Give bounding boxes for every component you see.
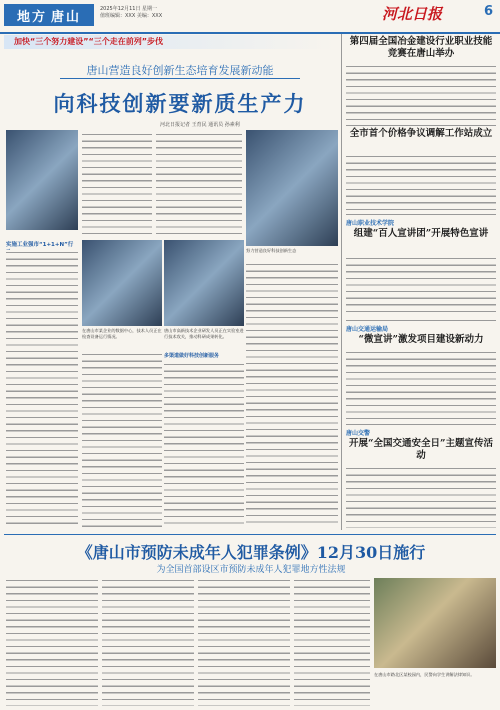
campaign-banner-text: 加快“三个努力建设”“三个走在前列”步伐	[14, 37, 164, 46]
lead-body-column-left	[6, 250, 78, 528]
classroom-photo	[374, 578, 496, 668]
bottom-rule	[4, 534, 496, 535]
issue-date: 2025年12月11日 星期一	[100, 6, 158, 12]
header-meta	[100, 6, 240, 20]
right-story-3-kicker: 唐山职业技术学院	[346, 220, 395, 227]
bottom-body-column-3	[198, 578, 290, 706]
newspaper-logo	[382, 3, 478, 23]
right-sep-3	[346, 320, 496, 321]
right-story-5-body	[346, 466, 496, 528]
right-story-3-title: 组建“百人宣讲团”开展特色宣讲	[353, 228, 489, 239]
section-tag	[4, 4, 94, 26]
right-story-2-title: 全市首个价格争议调解工作站成立	[349, 128, 493, 139]
page-number: 6	[484, 4, 494, 19]
photo-caption-left: 在唐山市某企业的数据中心，技术人员正在检查设备运行情况。	[82, 328, 162, 339]
lead-body-column-1	[82, 132, 152, 236]
bottom-headline: 《唐山市预防未成年人犯罪条例》12月30日施行	[76, 543, 426, 562]
lead-subhead-2: 多渠道做好科技创新服务	[164, 353, 220, 359]
photo-caption-mid: 唐山市高新技术企业研发人员正在实验室进行技术攻关，推动科研成果转化。	[164, 328, 244, 339]
editor-line: 值班编辑：XXX 美编：XXX	[100, 13, 163, 19]
lead-body-column-5	[246, 262, 338, 528]
right-story-5-title: 开展“全国交通安全日”主题宣传活动	[349, 438, 493, 461]
right-story-1-title: 第四届全国冶金建设行业职业技能竞赛在唐山举办	[349, 36, 493, 59]
right-story-1-body	[346, 64, 496, 122]
right-story-4-body	[346, 350, 496, 420]
bottom-body-column-2	[102, 578, 194, 706]
right-story-2-body	[346, 154, 496, 210]
right-story-4-title: “微宣讲”激发项目建设新动力	[358, 334, 484, 345]
kicker-rule	[60, 78, 300, 79]
bottom-body-column-4	[294, 578, 370, 706]
lead-kicker: 唐山营造良好创新生态培育发展新动能	[86, 64, 274, 77]
newspaper-logo-text: 河北日报	[382, 4, 443, 23]
classroom-photo-caption: 在唐山市路北区某校园内，民警向学生讲解法律知识。	[374, 672, 475, 677]
lead-body-column-4	[164, 362, 244, 528]
lead-body-column-2	[156, 132, 242, 236]
right-story-3-body	[346, 256, 496, 316]
right-story-4-kicker: 唐山交通运输局	[346, 326, 389, 333]
research-photo-1	[82, 240, 162, 326]
lead-subhead-1: 实施工业强市“1+1+N”行	[6, 242, 74, 248]
right-photo-caption: 努力营造良好科技创新生态	[246, 248, 297, 253]
bottom-body-column-1	[6, 578, 98, 706]
lead-headline: 向科技创新要新质生产力	[53, 91, 307, 116]
lab-photo	[246, 130, 338, 246]
lead-byline: 河北日报记者 王育民 通讯员 孙素利	[160, 122, 240, 128]
right-sep-4	[346, 424, 496, 425]
right-sep-1	[346, 125, 496, 126]
lead-body-column-3	[82, 352, 162, 528]
right-sep-2	[346, 214, 496, 215]
column-divider	[341, 34, 342, 530]
section-label: 地方	[16, 9, 47, 25]
right-story-5-kicker: 唐山交警	[346, 430, 371, 437]
research-photo-2	[164, 240, 244, 326]
data-center-photo	[6, 130, 78, 230]
region-label: 唐山	[51, 9, 82, 25]
bottom-subheadline: 为全国首部设区市预防未成年人犯罪地方性法规	[156, 565, 346, 575]
